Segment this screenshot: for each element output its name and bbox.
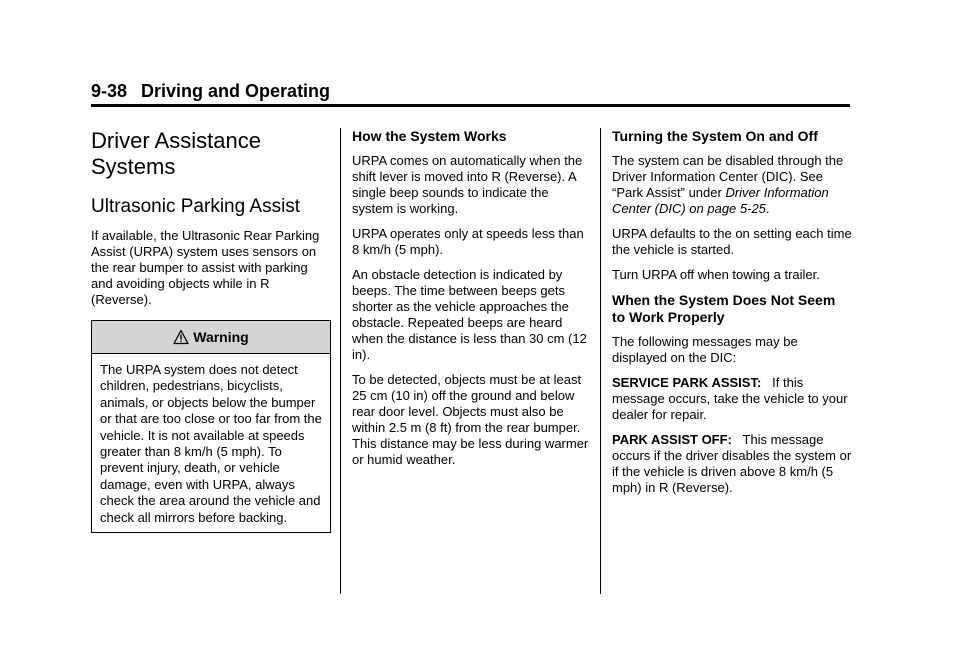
- warning-label: Warning: [193, 329, 249, 345]
- park-assist-off-label: PARK ASSIST OFF:: [612, 432, 732, 447]
- park-assist-off-text: This message occurs if the driver disables the system or if the vehicle is driven above 8 km/h (5 mph) in R (Reverse).: [612, 432, 852, 495]
- column-middle: [352, 128, 592, 477]
- column-right: [612, 128, 852, 505]
- period: .: [765, 201, 770, 216]
- warning-box: [91, 320, 331, 533]
- warning-header: [92, 321, 330, 354]
- on-off-heading: Turning the System On and Off: [612, 128, 818, 144]
- main-title-line2: Systems: [91, 154, 176, 179]
- main-title: [91, 128, 331, 180]
- service-message-label: SERVICE PARK ASSIST:: [612, 375, 762, 390]
- disable-text: The system can be disabled through the Driver Information Center (DIC). See “Park Assist” under: [612, 153, 844, 200]
- column-divider: [340, 128, 341, 594]
- page-number: 9-38: [91, 81, 128, 101]
- how-it-works-heading: How the System Works: [352, 128, 507, 144]
- column-divider: [600, 128, 601, 594]
- page-header: [91, 80, 850, 102]
- section-title: Driving and Operating: [141, 81, 331, 101]
- paragraph: An obstacle detection is indicated by beeps. The time between beeps gets shorter as the vehicle approaches the obstacle. Repeated beeps are heard when the distance is less than 30 cm (12 in).: [352, 267, 587, 362]
- service-message: [612, 375, 852, 423]
- towing-paragraph: Turn URPA off when towing a trailer.: [612, 267, 820, 282]
- defaults-paragraph: URPA defaults to the on setting each time the vehicle is started.: [612, 226, 852, 257]
- header-text: [91, 80, 850, 102]
- messages-intro: The following messages may be displayed on the DIC:: [612, 334, 798, 365]
- paragraph: URPA operates only at speeds less than 8 km/h (5 mph).: [352, 226, 584, 257]
- subtitle: Ultrasonic Parking Assist: [91, 196, 301, 217]
- dic-reference-link[interactable]: Driver Information Center (DIC) on page 5-25: [612, 185, 829, 216]
- intro-paragraph: If available, the Ultrasonic Rear Parking Assist (URPA) system uses sensors on the rear bumper to assist with parking and avoiding objects while in R (Reverse).: [91, 228, 320, 307]
- paragraph: URPA comes on automatically when the shift lever is moved into R (Reverse). A single beep sounds to indicate the system is working.: [352, 153, 583, 216]
- service-message-text: If this message occurs, take the vehicle to your dealer for repair.: [612, 375, 848, 422]
- troubleshooting-heading: When the System Does Not Seem to Work Properly: [612, 292, 836, 325]
- warning-text: The URPA system does not detect children, pedestrians, bicyclists, animals, or objects below the bumper or that are too close or too far from the vehicle. It is not available at speeds greater than 8 km/h (5 mph). To prevent injury, death, or vehicle damage, even with URPA, always check the area around the vehicle and check all mirrors before backing.: [100, 362, 322, 525]
- paragraph: To be detected, objects must be at least 25 cm (10 in) off the ground and below rear door level. Objects must also be within 2.5 m (8 ft) from the rear bumper. This distance may be less during warmer or humid weather.: [352, 372, 589, 467]
- header-rule: [91, 104, 850, 107]
- warning-triangle-icon: [173, 329, 189, 345]
- main-title-line1: Driver Assistance: [91, 128, 261, 153]
- column-left: [91, 128, 331, 533]
- disable-paragraph: [612, 153, 852, 217]
- park-assist-off-message: [612, 432, 852, 496]
